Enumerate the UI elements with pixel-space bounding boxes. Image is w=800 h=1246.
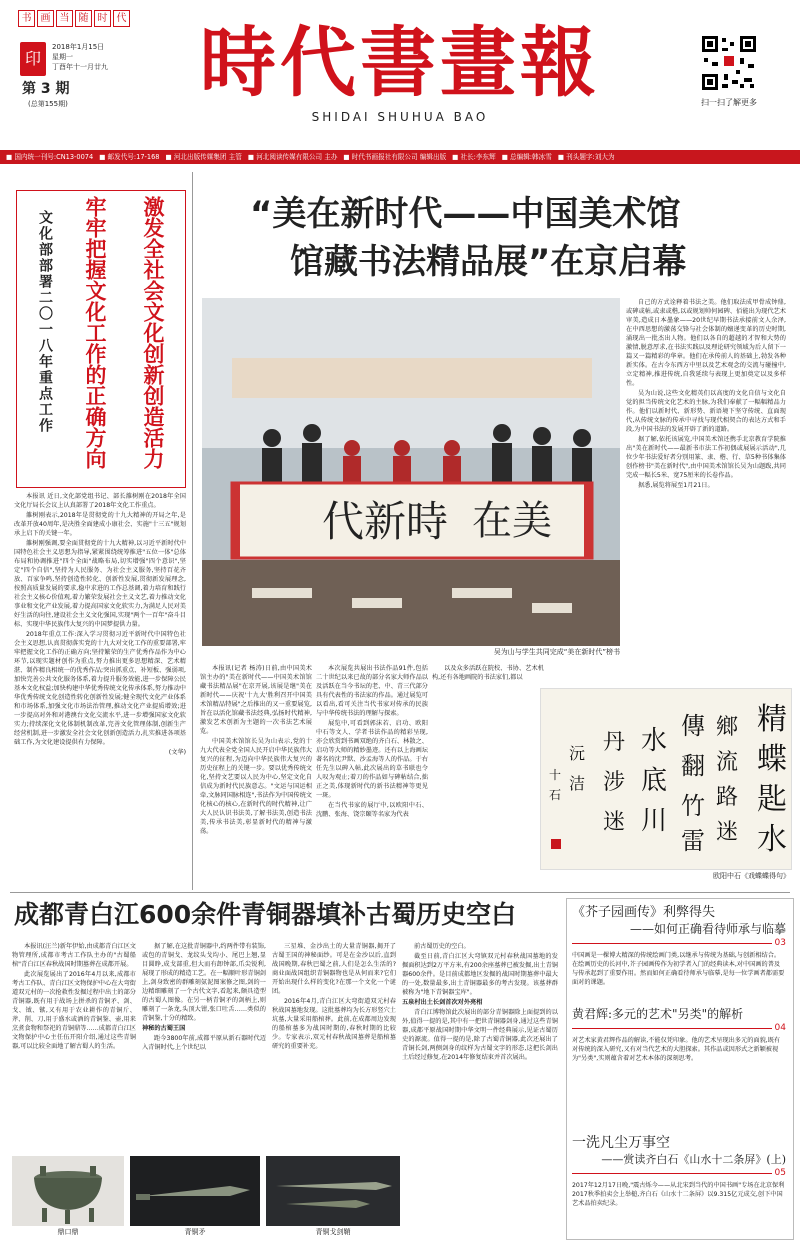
masthead <box>0 0 800 148</box>
lead-body-col2 <box>316 664 428 884</box>
tagline <box>18 10 130 27</box>
tagline-char: 随 <box>75 10 92 27</box>
subheading: 神秘的古蜀王国 <box>142 1025 186 1032</box>
qr-code[interactable] <box>700 34 758 92</box>
bronze-photo-sword <box>266 1156 400 1226</box>
paragraph: 据了解,依托该展览,中国美术馆还携手北京教育学院推出"美在新时代——最新书市法工作初偶或展展示活动",几位少年书法爱好者分别用篆、隶、楷、行、草5种书体集体创作榜书"美在新时代",由中国美术馆馆长吴为山题跋,共同完成一幅长5米、宽75厘米的长卷作品。 <box>626 436 786 479</box>
info-item: ■ 刊头题字:刘大为 <box>557 153 615 161</box>
page-pointer <box>572 1169 786 1178</box>
svg-text:涉: 涉 <box>603 770 626 795</box>
sidebar-item-body: 对艺术家黄君辉作品的解读,不能仅凭印象。他的艺术呈现出多元的面貌,既有对传统的深入研究,又有对当代艺术的大胆探索。其作品或因形式之新颖被视为"另类",实则蕴含着对艺术本体的深刻思考。 <box>572 1037 781 1062</box>
page-pointer <box>572 939 786 948</box>
svg-text:代新時: 代新時 <box>322 497 449 546</box>
paragraph: 吴为山说,这些文化精英们以高度的文化自信与文化自觉的担当传统文化艺术的主脉,为我们奉献了一幅幅精品力作。他们以新时代、新形势、新语境下坚守传统、直面现代,从传统文脉的传承中寻找与现代相契合的表达方式和手段,为中国书法的发展开辟了新的道路。 <box>626 390 786 433</box>
sidebar-item-3[interactable] <box>572 1134 786 1227</box>
subheading: 五泉村出土长剑首次对外亮相 <box>402 999 483 1006</box>
svg-text:川: 川 <box>641 806 668 836</box>
column-divider <box>192 172 193 890</box>
lead-body-col1 <box>200 664 312 884</box>
tagline-char: 当 <box>56 10 73 27</box>
sidebar-item-body: 中国画是一棵博大精深的传统绘画门类,以继承与传统为基础,与创新相结合。在绘画历史的长河中,芥子园画传作为初学者入门的经典读本,对中国画的普及与传承起到了重要作用。然而如何正确看待师承与临摹,是每一位学画者都需要面对的课题。 <box>572 952 785 986</box>
svg-text:水: 水 <box>641 726 668 756</box>
lead-headline-2: 馆藏书法精品展”在京启幕 <box>290 242 687 282</box>
issue-lunar: 丁酉年十一月廿九 <box>52 63 108 71</box>
paragraph: 2018年重点工作:深入学习贯彻习近平新时代中国特色社会主义思想,认真贯彻落实党的十九大对文化工作的重要部署,牢牢把握文化工作的正确方向;坚持繁荣的生产优秀作品作为中心环节,以现实题材创作为重点,努力推出更多思想精深、艺术精湛、制作精良相统一的优秀作品;突出抓重点、补短板、强弱项,加快完善公共文化服务体系,着力提升服务效能,进一步保障公民基本文化权益;加快构建中华优秀传统文化传承体系,努力推动中华优秀传统文化创造性转化创新性发展;健全现代文化产业体系和市场体系,加强文化市场法治管理,推动文化产业提质增效;进一步提高对外和对港澳台文化交流水平,进一步增强国家文化软实力;持续深化文化体制机制改革,完善文化管理体制,创新生产经营机制,进一步激发全社会文化创新创造活力,扎实推进各项基础工作,为文化建设提供有力保障。 <box>14 631 186 746</box>
paragraph: 距今3800年前,成都平原从新石器时代迈入青铜时代,上个世纪以 <box>142 1035 266 1051</box>
sidebar-item-title: 《芥子园画传》利弊得失 <box>572 905 716 920</box>
masthead-title: 時代書畫報 <box>200 18 600 107</box>
paragraph: 前古蜀历史的空白。 <box>414 943 470 950</box>
svg-text:竹: 竹 <box>681 792 705 820</box>
lead-photo-caption: 吴为山与学生共同完成“美在新时代”榜书 <box>493 648 620 656</box>
lead-right-column <box>626 298 786 678</box>
bronze-headline: 成都青白江600余件青铜器填补古蜀历史空白 <box>14 900 517 929</box>
issue-weekday: 星期一 <box>52 53 73 61</box>
svg-text:丹: 丹 <box>603 730 626 755</box>
info-bar <box>0 150 800 164</box>
sidebar-item-title: 黄君辉:多元的艺术"另类"的解析 <box>572 1007 744 1021</box>
bronze-col4 <box>402 942 558 1238</box>
left-subhead: 文化部部署二〇一八年重点工作 <box>37 210 53 434</box>
paragraph: 中国美术馆馆长吴为山表示,党的十九大代表全党全国人民开启中华民族伟大复兴的征程,为迈向中华民族伟大复兴的历史征程上的关键一步。要以优秀传统文化,坚持文艺要以人民为中心,坚定文化自信成为新时代民族意志。"文运与国运相牵,文脉同国脉相连",书法作为中国传统文化核心的核心,在新时代的时代精神,让广大人民认识书法美,了解书法美,创造书法美,传承书法美,彰显新时代的精神与激荡。 <box>200 738 312 835</box>
issue-total: (总第155期) <box>28 100 68 108</box>
paragraph: 雒树刚强调,要全面贯彻党的十九大精神,以习近平新时代中国特色社会主义思想为指导,紧紧围绕统筹推进"五位一体"总体布局和协调推进"四个全面"战略布局,切实增强"四个意识",坚定"四个自信",坚持为人民服务、为社会主义服务,坚持百花齐放、百家争鸣,坚持创造性转化、创新性发展,贯彻新发展理念,按照高质量发展的要求,稳中求进的工作总基调,着力培育和践行社会主义核心价值观,着力繁荣发展社会主义文艺,着力推动文化事业和文化产业发展,着力提高国家文化软实力,为满足人民对美好生活的向往,建设社会主义文化强国,实现"两个一百年"奋斗目标、实现中华民族伟大复兴的中国梦提供力量。 <box>14 540 186 628</box>
page-number: 05 <box>774 1168 786 1178</box>
paragraph: 据悉,展览将展至1月21日。 <box>638 482 714 489</box>
paragraph: 本报讯(汪兰)新年伊始,由成都青白江区文物管理所,成都市考古工作队主办的"古蜀船棺"青白江区春秋战国时期墓葬在成都开展。 <box>12 943 136 968</box>
page-number: 04 <box>774 1023 786 1033</box>
page-pointer <box>572 1024 786 1033</box>
paragraph: 自己的方式诠释着书法之美。他们取法成甲骨成钟鼎,或碑或帖,或隶或楷,以或规划帅何园碑、佰能出为现代艺术审美,造成日本墨象——20世纪早期书法承接前文人余泽,在中西思想的激荡交锋与社会体制的嬗递变革的历史时期,涌现出一批杰出人物。他们以各自的超越的才智和大势的激情,脱意厚求,在书法实践以及理论研究领域为后人留下一篇又一篇精彩的华章。他们在承传前人的基础上,勃发各种新实体。在古今东西方中里以及艺术观念的交流与碰撞中,立定精神,推进传统,自我延续与表现上更加奠定以及多样性。 <box>626 299 786 387</box>
svg-text:沅: 沅 <box>569 744 586 763</box>
svg-text:迷: 迷 <box>716 820 739 845</box>
svg-text:石: 石 <box>549 788 562 802</box>
lead-photo <box>202 298 620 646</box>
page-number: 03 <box>774 938 786 948</box>
info-item: ■ 河北出版传媒集团 主管 <box>165 153 242 161</box>
sidebar-item-subtitle: ——赏读齐白石《山水十二条屏》(上) <box>601 1153 786 1166</box>
sidebar-item-title: 一洗凡尘万事空 <box>572 1135 670 1151</box>
info-item: ■ 国内统一刊号:CN13-0074 <box>6 153 94 161</box>
paragraph: 在当代书家的展厅中,以欧阳中石、沈鹏、张海、饶宗颐等名家为代表 <box>316 802 428 818</box>
svg-text:鄉: 鄉 <box>716 715 739 740</box>
bronze-col3 <box>272 942 396 1152</box>
bronze-caption-spear: 青铜矛 <box>184 1228 206 1236</box>
paragraph: 以及众多活跃在院校、书协、艺术机构,还有各地画院的书法家们,都以 <box>432 665 544 681</box>
svg-text:雷: 雷 <box>681 827 705 855</box>
sidebar-item-subtitle: ——如何正确看待师承与临摹 <box>629 922 786 936</box>
paragraph: 2016年4月,青白江区大弯街道双元村春秋战国墓地发现。这批墓葬均为长方形竖穴土坑墓,大量采用船棺葬。此前,在成都周边发现的船棺墓多为战国时期的,春秋时期的比较少。专家表示,双元村春秋战国墓葬是船棺墓研究的重要补充。 <box>272 998 396 1050</box>
svg-text:蝶: 蝶 <box>757 742 787 777</box>
tagline-char: 书 <box>18 10 35 27</box>
info-item: ■ 社长:李东辉 <box>452 153 496 161</box>
svg-text:洁: 洁 <box>569 774 586 793</box>
paragraph: 本次展览共展出书法作品91件,包括二十世纪以来已故的部分名家大师作品以及活跃在当今书坛的老、中、青三代部分具有代表性的书法家的作品。通过展览可以看出,看可关注当代书家对传承的民族与中华传统书法的理解与探索。 <box>316 665 428 717</box>
bronze-photo-spear <box>130 1156 260 1226</box>
bronze-caption-ding: 鼎口鼎 <box>57 1228 79 1236</box>
svg-text:底: 底 <box>641 766 668 796</box>
info-item: ■ 时代书画报社有限公司 编辑出版 <box>343 153 447 161</box>
svg-text:在美: 在美 <box>472 498 552 544</box>
paragraph: 本报讯(记者 杨涛)日前,由中国美术馆主办的"美在新时代——中国美术馆馆藏书法精品展"在京开展,该展是继"美在新时代——庆祝'十九大'胜利召开中国美术馆精品特展"之后推出的又一重要展览,旨在以活化馆藏书法经典,弘扬时代精神,激发艺术创新为主题的一次书法艺术展览。 <box>200 665 312 735</box>
issue-number: 第 3 期 <box>22 81 70 97</box>
paragraph: 据了解,在这批青铜器中,约两件带有装饰,或包的青铜戈、龙纹头戈均小、尾巴上翘,显目圆睁,成戈部重,但大而有卸钟部,爪尖锐利,展现了形成的精造工艺。在一幅顺叶形青铜剑上,剑身致密的群雕刻氨泥图案修之图,剑的一边精细雕刻了一个古代文字,看起来,颇具造型的古蜀人图像。在另一柄青铜矛的剑柄上,则雕刻了一条龙,头顶大钳,张口吐舌……类似的青铜鉴,十分的精致。 <box>142 943 266 1022</box>
svg-text:水: 水 <box>757 822 787 857</box>
sidebar-item-2[interactable] <box>572 1006 786 1118</box>
paragraph: 此次展览展出了2016年4月以来,成都市考古工作队、青白江区文物保护中心在大弯街道双元村的一次抢救性发掘过程中出土的部分青铜器,既有用于战场上拼杀的青铜矛、剑、戈、钺、镞,又有用于农业耕作的青铜斤、斧、削、刀,用于盛水或酒的青铜鉴、壶,用来烹煮食物和祭祀的青铜鼎等……成都青白江区文物保护中心主任伍开阳介绍,通过这些青铜器,可以比较全面地了解古蜀人的生活。 <box>12 971 136 1050</box>
left-headline-2: 牢牢把握文化工作的正确方向 <box>83 196 108 469</box>
byline: (文华) <box>168 749 186 756</box>
lead-body-col3 <box>432 664 544 684</box>
paragraph: 展览中,可看到郭沫若、启功、欧阳中石等文人、学者书法作品的精彩呈现,亦会欣赏到书画双绝的齐白石、林散之、启功等大师的精妙墨迹。还有以上海画坛著名的沈尹默、沙孟海等人的作品。于右任先生以碑入帖,此次展出的草书联也令人叹为观止;着刀的作品如与碑帖结合,拙正之美,体现新时代的新书法精神等更见一斑。 <box>316 720 428 799</box>
svg-text:路: 路 <box>716 785 739 810</box>
calligraphy-caption: 欧阳中石《戏蝶蝶得句》 <box>713 872 790 880</box>
tagline-char: 代 <box>113 10 130 27</box>
svg-text:傳: 傳 <box>681 712 705 740</box>
paragraph: 截至日前,青白江区大弯镇双元村春秋战国墓地的发掘面积达到2万平方米,有200余座墓葬已被发掘,出土青铜器600余件。是目前成都地区发掘的战国时期墓葬中最大的一处,数量最多,出土青铜器最多的考古发现。该墓葬群被称为"地下青铜器宝库"。 <box>402 953 558 996</box>
info-item: ■ 邮发代号:17-168 <box>99 153 160 161</box>
masthead-pinyin: SHIDAI SHUHUA BAO <box>311 110 489 124</box>
left-headline-1: 激发全社会文化创新创造活力 <box>141 196 166 469</box>
bronze-photo-ding <box>12 1156 124 1226</box>
paragraph: 本报讯 近日,文化部党组书记、部长雒树刚在2018年全国文化厅局长会议上认真部署了2018年文化工作重点。 <box>14 493 186 509</box>
svg-text:迷: 迷 <box>603 810 626 835</box>
calligraphy-artwork <box>540 688 792 870</box>
svg-text:流: 流 <box>716 750 739 775</box>
seal-stamp: 印 <box>20 42 46 76</box>
svg-text:十: 十 <box>549 768 562 782</box>
sidebar-item-body: 2017年12月17日晚,"震古烁今——从北宋到当代的中国书画"专场在北京保利2017秋季拍卖会上举槌,齐白石《山水十二条屏》以9.315亿元成交,创下中国艺术品拍卖纪录。 <box>572 1182 785 1207</box>
info-item: ■ 总编辑:韩冰雪 <box>501 153 552 161</box>
svg-text:精: 精 <box>757 702 787 737</box>
bronze-caption-sword: 青铜戈剑鞘 <box>315 1228 351 1236</box>
issue-date: 2018年1月15日 <box>52 43 105 51</box>
bronze-col1 <box>12 942 136 1152</box>
left-story-body <box>14 492 186 886</box>
lead-headline-1: “美在新时代——中国美术馆 <box>250 194 681 234</box>
paragraph: 三星堆、金沙出土的大量青铜器,揭开了古蜀王国的神秘面纱。可是在金沙以后,直到战国晚期,春秋巴蜀之前,人们是怎么生活的?商业面战国组织青铜器物也是从何而来?它们开始出现什么样的变化?在那一个文化一个谜团。 <box>272 943 396 995</box>
svg-text:翻: 翻 <box>681 752 705 780</box>
info-item: ■ 河北阅读传媒有限公司 主办 <box>247 153 338 161</box>
paragraph: 青白江博物馆此次展出的部分青铜器除上面提到的以外,值得一提的是,其中有一把世青铜器剑身,通过这些青铜器,成都平原战国时期中华文明一件经典展示,见证古蜀历史的源流。值得一提的是,除了古蜀青铜器,此次还展出了青铜长剑,两侧剑身的纹样为古蜀文字的形态,这把长剑出土后经过修复,在2014年修复结束并首次展出。 <box>402 1009 558 1061</box>
bronze-col2 <box>142 942 266 1152</box>
issue-info <box>52 42 142 72</box>
qr-caption: 扫一扫了解更多 <box>701 98 757 107</box>
sidebar-item-1[interactable] <box>572 904 786 987</box>
svg-text:匙: 匙 <box>757 782 787 817</box>
paragraph: 雒树刚表示,2018年是贯彻党的十九大精神的开局之年,是改革开放40周年,是决胜全面建成小康社会、实施"十三五"规划承上启下的关键一年。 <box>14 512 186 537</box>
tagline-char: 画 <box>37 10 54 27</box>
tagline-char: 时 <box>94 10 111 27</box>
section-divider <box>10 892 790 893</box>
